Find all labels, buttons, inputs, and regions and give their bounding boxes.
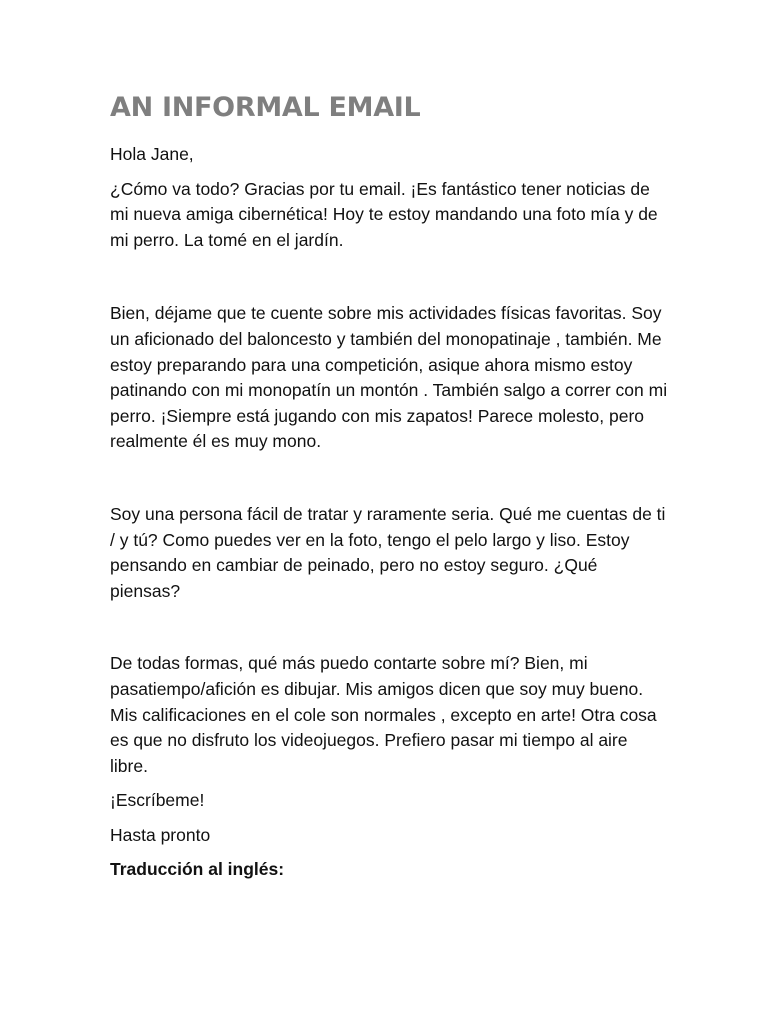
paragraph-4: De todas formas, qué más puedo contarte sobre mí? Bien, mi pasatiempo/afición es dibujar. Mis amigos dicen que soy muy bueno. Mis calificaciones en el cole son normales , excepto en arte! Otra cosa es que no disfruto los videojuegos. Prefiero pasar mi tiempo al aire libre. — [110, 653, 657, 776]
paragraph-3: Soy una persona fácil de tratar y raramente seria. Qué me cuentas de ti / y tú? Como puedes ver en la foto, tengo el pelo largo y liso. Estoy pensando en cambiar de peinado, pero no estoy seguro. ¿Qué piensas? — [110, 503, 666, 601]
closing-request: ¡Escríbeme! — [110, 790, 205, 811]
paragraph-1: ¿Cómo va todo? Gracias por tu email. ¡Es fantástico tener noticias de mi nueva amiga cibernética! Hoy te estoy mandando una foto mía y de mi perro. La tomé en el jardín. — [110, 178, 658, 250]
document-title: AN INFORMAL EMAIL — [110, 92, 421, 123]
translation-heading: Traducción al inglés: — [110, 859, 285, 880]
greeting: Hola Jane, — [110, 144, 194, 164]
sign-off: Hasta pronto — [110, 824, 211, 845]
paragraph-2: Bien, déjame que te cuente sobre mis actividades físicas favoritas. Soy un aficionado del baloncesto y también del monopatinaje , también. Me estoy preparando para una competición, asique ahora mismo estoy patinando con mi monopatín un montón . También salgo a correr con mi perro. ¡Siempre está jugando con mis zapatos! Parece molesto, pero realmente él es muy mono. — [110, 303, 668, 452]
document-page — [110, 88, 670, 883]
